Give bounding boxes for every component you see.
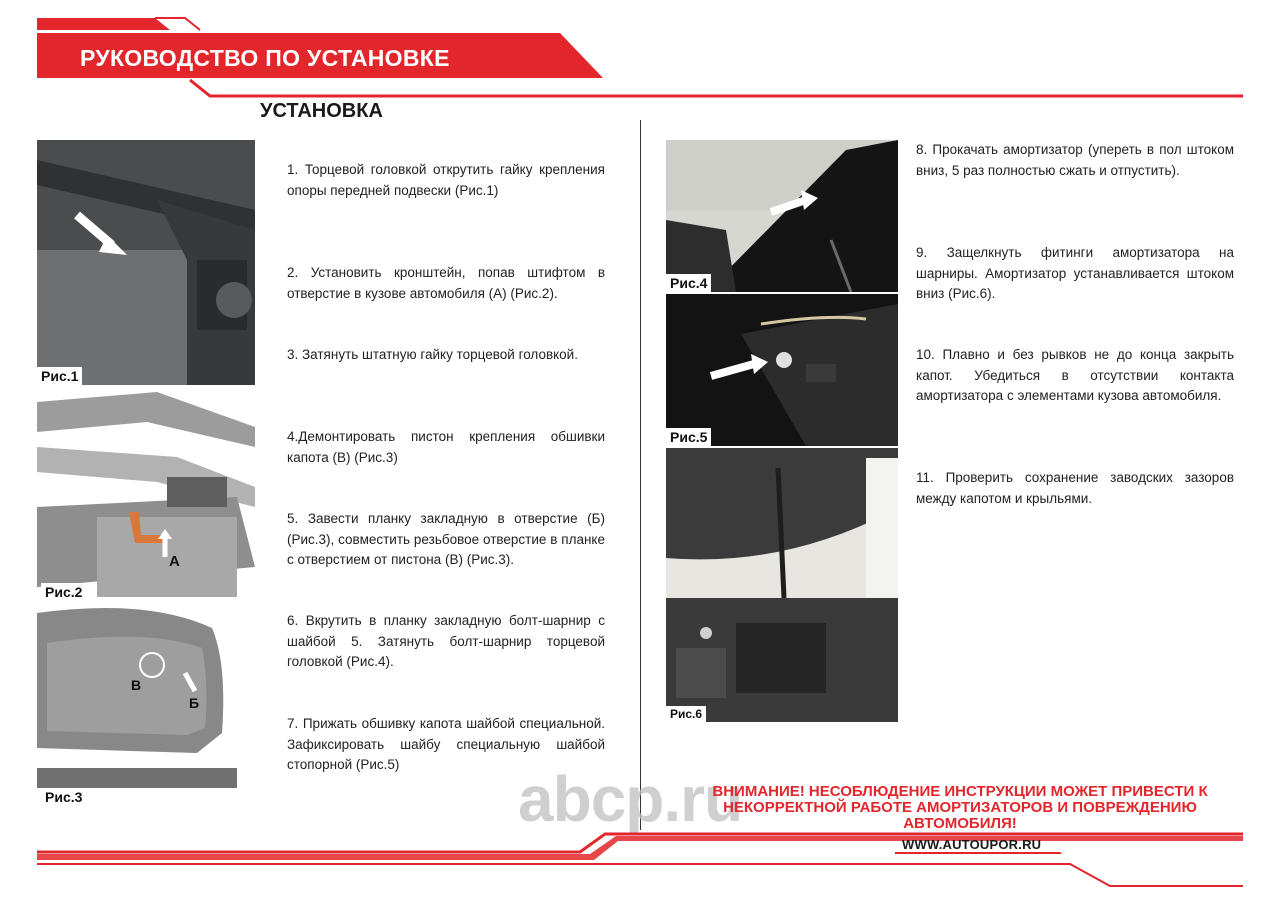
photo-fig1	[37, 140, 255, 385]
marker-v: В	[131, 677, 142, 693]
step-8: 8. Прокачать амортизатор (упереть в пол штоком вниз, 5 раз полностью сжать и отпустить).	[916, 142, 1234, 178]
warning-text: ВНИМАНИЕ! НЕСОБЛЮДЕНИЕ ИНСТРУКЦИИ МОЖЕТ ПРИВЕСТИ К НЕКОРРЕКТНОЙ РАБОТЕ АМОРТИЗАТОРОВ И ПОВРЕЖДЕНИЮ АВТОМОБИЛЯ!	[712, 783, 1208, 832]
figure-label-4: Рис.4	[666, 274, 711, 292]
diagram-fig3	[37, 603, 255, 806]
photo-fig6	[666, 448, 898, 722]
photo-fig5	[666, 294, 898, 446]
figure-label-1: Рис.1	[37, 367, 82, 385]
footer-website[interactable]: WWW.AUTOUPOR.RU	[902, 837, 1042, 852]
step-9: 9. Защелкнуть фитинги амортизатора на шарниры. Амортизатор устанавливается штоком вниз (Рис.6).	[916, 245, 1234, 301]
marker-b: Б	[189, 695, 200, 711]
step-10: 10. Плавно и без рывков не до конца закрыть капот. Убедиться в отсутствии контакта амортизатора с элементами кузова автомобиля.	[916, 347, 1234, 403]
step-4: 4.Демонтировать пистон крепления обшивки капота (В) (Рис.3)	[287, 429, 605, 465]
diagram-fig2	[37, 387, 255, 601]
step-3: 3. Затянуть штатную гайку торцевой головкой.	[287, 347, 578, 362]
photo-fig4	[666, 140, 898, 292]
step-6: 6. Вкрутить в планку закладную болт-шарнир с шайбой 5. Затянуть болт-шарнир торцевой головкой (Рис.4).	[287, 613, 605, 669]
figure-label-2: Рис.2	[41, 583, 86, 601]
section-title: УСТАНОВКА	[260, 100, 383, 122]
step-7: 7. Прижать обшивку капота шайбой специальной. Зафиксировать шайбу специальную шайбой стопорной (Рис.5)	[287, 716, 605, 772]
step-11: 11. Проверить сохранение заводских зазоров между капотом и крыльями.	[916, 470, 1234, 506]
watermark-logo: abcp.ru	[518, 763, 743, 835]
step-1: 1. Торцевой головкой открутить гайку крепления опоры передней подвески (Рис.1)	[287, 162, 605, 198]
footer-bands	[0, 820, 1280, 906]
step-5: 5. Завести планку закладную в отверстие (Б) (Рис.3), совместить резьбовое отверстие в планке с отверстием от пистона (В) (Рис.3).	[287, 511, 605, 567]
figure-label-6: Рис.6	[666, 706, 706, 722]
marker-a: А	[169, 553, 180, 570]
figure-label-3: Рис.3	[41, 788, 86, 806]
header-title: РУКОВОДСТВО ПО УСТАНОВКЕ	[80, 45, 450, 71]
column-divider	[640, 120, 641, 830]
step-2: 2. Установить кронштейн, попав штифтом в отверстие в кузове автомобиля (А) (Рис.2).	[287, 265, 605, 301]
figure-label-5: Рис.5	[666, 428, 711, 446]
